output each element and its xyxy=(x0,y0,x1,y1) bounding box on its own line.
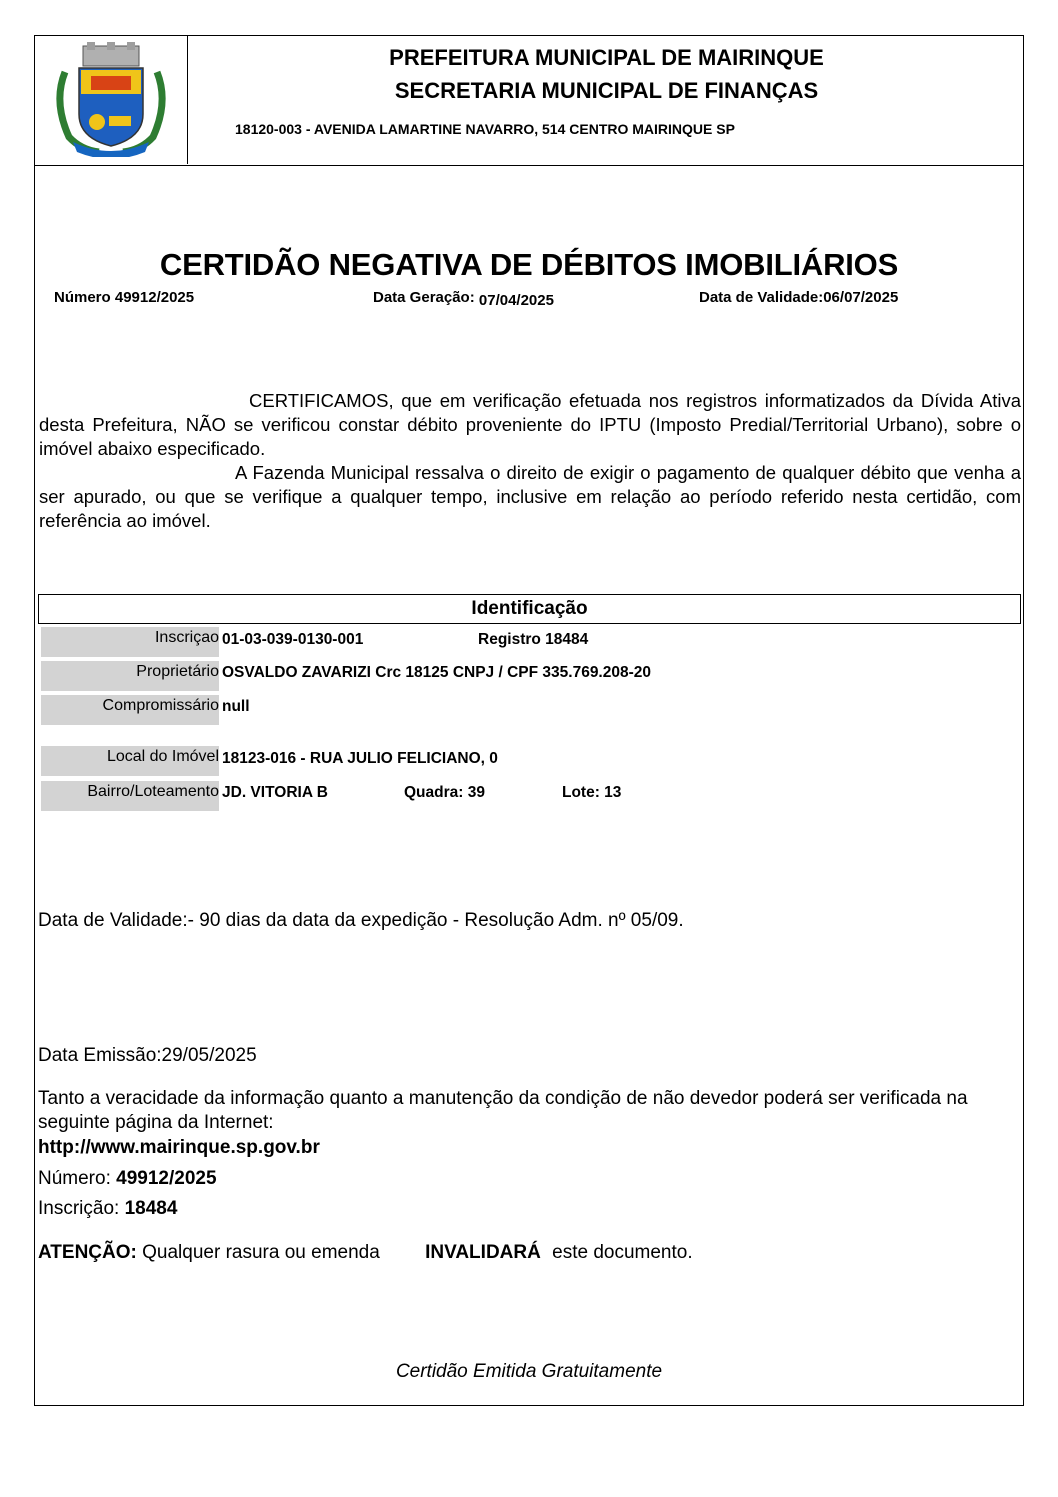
emission-date xyxy=(38,1045,257,1067)
header-title-secretaria: SECRETARIA MUNICIPAL DE FINANÇAS xyxy=(394,78,819,103)
compromissario-value: null xyxy=(222,698,250,715)
certificate-number-value: 49912/2025 xyxy=(114,289,195,306)
generation-date xyxy=(373,289,554,309)
attention-text-2: este documento. xyxy=(552,1242,693,1263)
certificate-number xyxy=(54,289,194,306)
header-title-prefeitura: PREFEITURA MUNICIPAL DE MAIRINQUE xyxy=(389,45,824,70)
header-address: 18120-003 - AVENIDA LAMARTINE NAVARRO, 514 CENTRO MAIRINQUE SP xyxy=(235,121,735,137)
certificate-number-label: Número xyxy=(54,289,111,306)
registro-value: Registro 18484 xyxy=(478,631,589,648)
verification-inscricao-value: 18484 xyxy=(124,1198,178,1219)
validity-date-value: 06/07/2025 xyxy=(823,289,899,306)
validity-date xyxy=(699,289,898,306)
attention-invalidara: INVALIDARÁ xyxy=(425,1242,541,1263)
footer-note: Certidão Emitida Gratuitamente xyxy=(395,1361,663,1382)
proprietario-label: Proprietário xyxy=(41,661,219,691)
validity-date-label: Data de Validade: xyxy=(699,289,824,306)
quadra-value: Quadra: 39 xyxy=(404,784,485,801)
verification-number xyxy=(38,1168,217,1190)
certificate-frame xyxy=(34,35,1024,1406)
certification-paragraph-1: CERTIFICAMOS, que em verificação efetuada nos registros informatizados da Dívida Ativa desta Prefeitura, NÃO se verificou constar débito proveniente do IPTU (Imposto Predial/Territorial Urbano), sobre o imóvel abaixo especificado. xyxy=(39,390,1021,459)
inscricao-value: 01-03-039-0130-001 xyxy=(222,631,364,648)
proprietario-value: OSVALDO ZAVARIZI Crc 18125 CNPJ / CPF 335.769.208-20 xyxy=(222,664,652,681)
municipal-coat-of-arms-icon xyxy=(51,42,171,157)
certification-paragraph-2: A Fazenda Municipal ressalva o direito de exigir o pagamento de qualquer débito que venha a ser apurado, ou que se verifique a qualquer tempo, inclusive em relação ao período referido nesta certidão, com referência ao imóvel. xyxy=(39,462,1021,531)
verification-text: Tanto a veracidade da informação quanto a manutenção da condição de não devedor poderá ser verificada na seguinte página da Internet: xyxy=(38,1088,968,1133)
bairro-value: JD. VITORIA B xyxy=(222,784,328,801)
verification-inscricao xyxy=(38,1198,177,1220)
attention-label: ATENÇÃO: xyxy=(38,1242,137,1263)
verification-number-value: 49912/2025 xyxy=(116,1168,217,1189)
validity-note: Data de Validade:- 90 dias da data da expedição - Resolução Adm. nº 05/09. xyxy=(38,910,684,931)
logo-cell xyxy=(35,36,188,164)
compromissario-label: Compromissário xyxy=(41,695,219,725)
local-imovel-value: 18123-016 - RUA JULIO FELICIANO, 0 xyxy=(222,750,498,767)
inscricao-label: Inscriçao xyxy=(41,627,219,657)
verification-number-label: Número: xyxy=(38,1168,111,1189)
document-title: CERTIDÃO NEGATIVA DE DÉBITOS IMOBILIÁRIOS xyxy=(159,247,899,282)
identification-heading: Identificação xyxy=(38,594,1021,624)
lote-value: Lote: 13 xyxy=(562,784,622,801)
certification-text xyxy=(39,389,1021,533)
attention-text-1: Qualquer rasura ou emenda xyxy=(142,1242,380,1263)
generation-date-label: Data Geração: xyxy=(373,289,475,306)
verification-url[interactable]: http://www.mairinque.sp.gov.br xyxy=(38,1137,320,1158)
header xyxy=(35,36,1023,166)
local-imovel-label: Local do Imóvel xyxy=(41,746,219,776)
attention-notice xyxy=(38,1242,998,1264)
verification-inscricao-label: Inscrição: xyxy=(38,1198,120,1219)
emission-date-value: 29/05/2025 xyxy=(161,1045,257,1066)
generation-date-value: 07/04/2025 xyxy=(478,292,554,309)
emission-date-label: Data Emissão: xyxy=(38,1045,162,1066)
bairro-label: Bairro/Loteamento xyxy=(41,781,219,811)
